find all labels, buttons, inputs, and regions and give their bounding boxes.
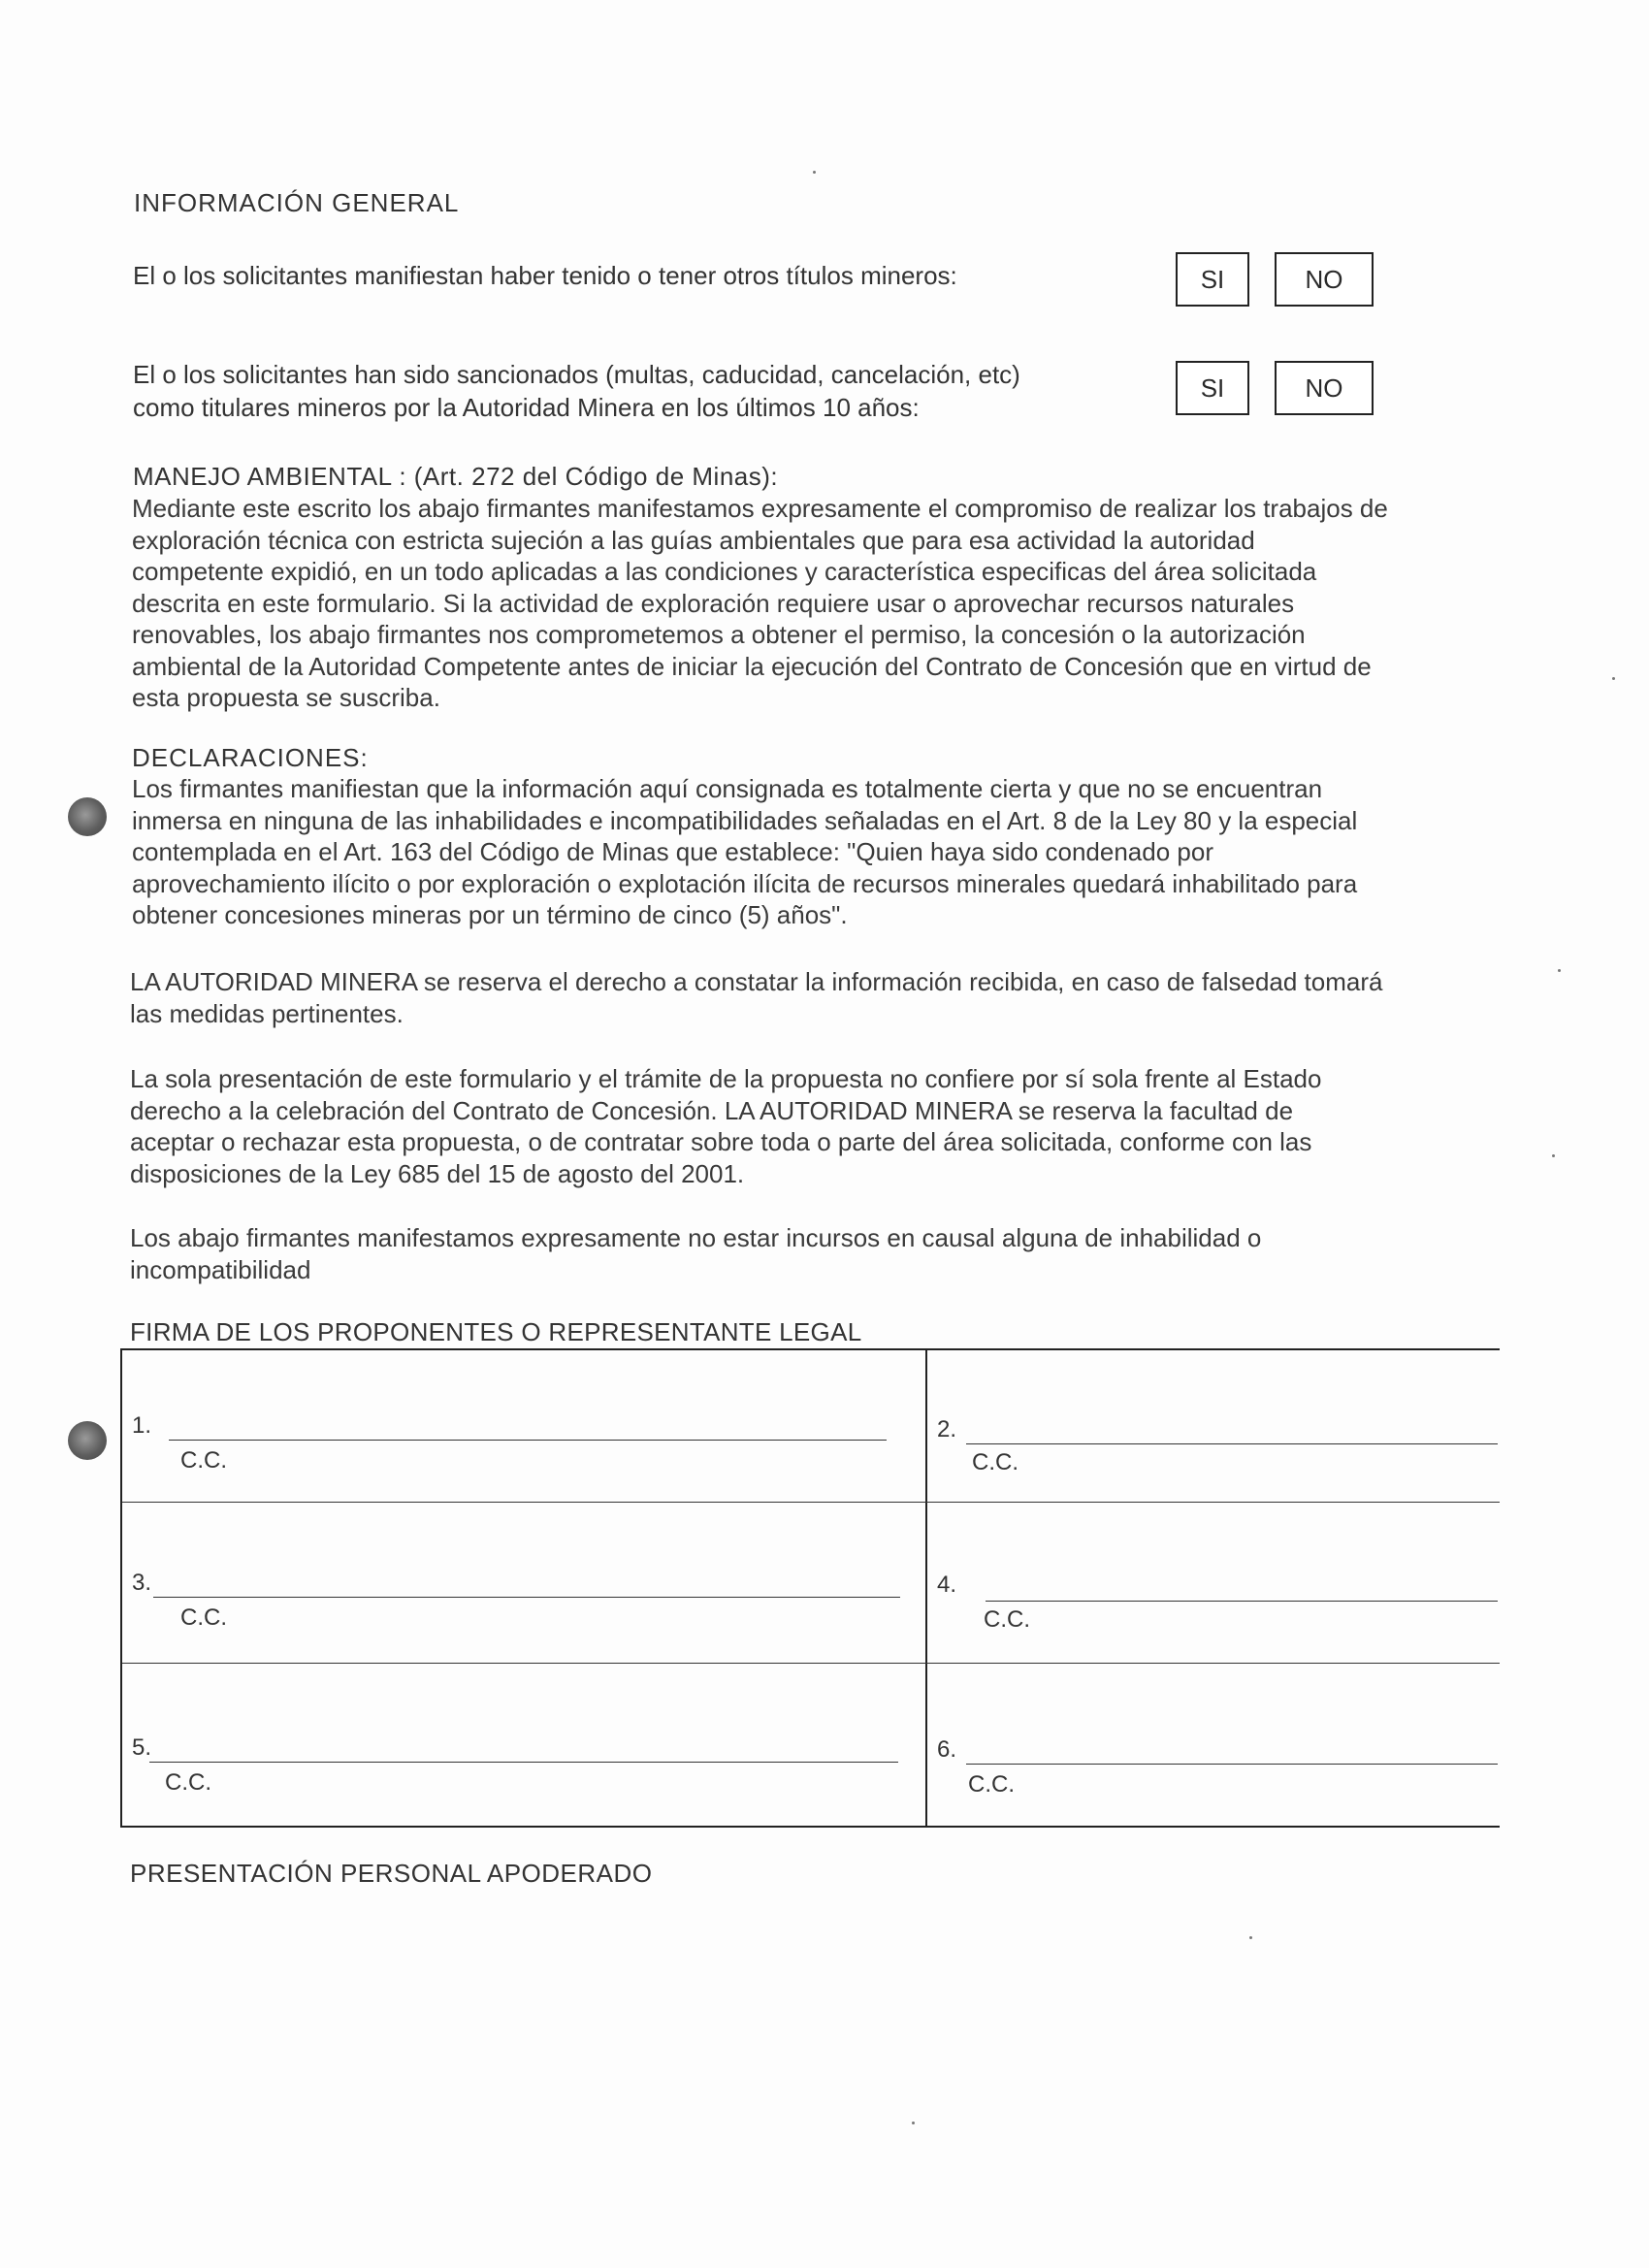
presentation-line: disposiciones de la Ley 685 del 15 de agosto del 2001. [130, 1158, 745, 1188]
scan-speck [1558, 969, 1561, 972]
signature-line-4[interactable] [986, 1601, 1498, 1602]
punch-hole-top [68, 797, 107, 836]
declarations-line: aprovechamiento ilícito o por exploración o explotación ilícita de recursos minerales quedará inhabilitado para [132, 868, 1358, 898]
cc-label: C.C. [180, 1604, 227, 1631]
presentation-line: La sola presentación de este formulario y el trámite de la propuesta no confiere por sí sola frente al Estado [130, 1064, 1322, 1093]
scan-speck [912, 2122, 915, 2124]
signature-line-6[interactable] [966, 1764, 1498, 1765]
q1-yes-box[interactable]: SI [1176, 252, 1249, 307]
authority-line: LA AUTORIDAD MINERA se reserva el derecho a constatar la información recibida, en caso de falsedad tomará [130, 967, 1383, 996]
question-sanctions-line1: El o los solicitantes han sido sancionados (multas, caducidad, cancelación, etc) [133, 360, 1020, 389]
environment-line: descrita en este formulario. Si la actividad de exploración requiere usar o aprovechar recursos naturales [132, 588, 1295, 618]
signature-slot-number: 3. [132, 1570, 152, 1596]
signature-slot-number: 1. [132, 1412, 152, 1439]
cc-label: C.C. [165, 1769, 211, 1796]
cc-label: C.C. [984, 1606, 1030, 1633]
authority-line: las medidas pertinentes. [130, 998, 404, 1028]
cc-label: C.C. [968, 1771, 1015, 1798]
signature-line-3[interactable] [153, 1597, 900, 1598]
presentation-line: aceptar o rechazar esta propuesta, o de contratar sobre toda o parte del área solicitada, conforme con las [130, 1127, 1312, 1156]
environment-line: Mediante este escrito los abajo firmantes manifestamos expresamente el compromiso de realizar los trabajos de [132, 494, 1388, 523]
scan-speck [813, 171, 816, 174]
environment-line: esta propuesta se suscriba. [132, 683, 440, 712]
environment-line: ambiental de la Autoridad Competente antes de iniciar la ejecución del Contrato de Concesión que en virtud de [132, 651, 1372, 681]
signature-slot-number: 5. [132, 1734, 152, 1761]
incompatibility-line: incompatibilidad [130, 1254, 311, 1284]
q1-no-box[interactable]: NO [1275, 252, 1374, 307]
signature-slot-number: 6. [937, 1736, 957, 1763]
signature-slot-number: 2. [937, 1416, 957, 1442]
environment-line: exploración técnica con estricta sujeción a las guías ambientales que para esa actividad la autoridad [132, 525, 1255, 555]
scan-speck [1552, 1154, 1555, 1157]
declarations-heading: DECLARACIONES: [132, 743, 369, 772]
declarations-line: contemplada en el Art. 163 del Código de Minas que establece: "Quien haya sido condenado por [132, 837, 1213, 866]
question-other-titles: El o los solicitantes manifiestan haber tenido o tener otros títulos mineros: [133, 261, 957, 290]
punch-hole-bottom [68, 1421, 107, 1460]
table-row-divider [122, 1502, 1500, 1503]
signatures-heading: FIRMA DE LOS PROPONENTES O REPRESENTANTE LEGAL [130, 1317, 862, 1346]
incompatibility-line: Los abajo firmantes manifestamos expresamente no estar incursos en causal alguna de inhabilidad o [130, 1223, 1262, 1252]
incompatibility-paragraph [130, 1222, 1502, 1285]
q2-yes-box[interactable]: SI [1176, 361, 1249, 415]
declarations-line: inmersa en ninguna de las inhabilidades e incompatibilidades señaladas en el Art. 8 de la Ley 80 y la especial [132, 805, 1358, 835]
authority-paragraph [130, 966, 1502, 1029]
table-row-divider [122, 1663, 1500, 1664]
table-divider [925, 1350, 927, 1826]
environment-heading: MANEJO AMBIENTAL : (Art. 272 del Código de Minas): [133, 462, 779, 491]
declarations-paragraph [132, 773, 1502, 931]
presentation-paragraph [130, 1063, 1502, 1189]
environment-line: competente expidió, en un todo aplicadas a las condiciones y característica especificas del área solicitada [132, 557, 1317, 586]
signature-line-2[interactable] [966, 1443, 1498, 1444]
declarations-line: Los firmantes manifiestan que la información aquí consignada es totalmente cierta y que no se encuentran [132, 774, 1323, 803]
presentation-line: derecho a la celebración del Contrato de Concesión. LA AUTORIDAD MINERA se reserva la facultad de [130, 1095, 1294, 1125]
cc-label: C.C. [180, 1447, 227, 1474]
signature-line-1[interactable] [169, 1440, 887, 1441]
footer-heading: PRESENTACIÓN PERSONAL APODERADO [130, 1859, 653, 1888]
declarations-line: obtener concesiones mineras por un término de cinco (5) años". [132, 900, 848, 929]
scan-speck [1249, 1936, 1252, 1939]
question-sanctions-line2: como titulares mineros por la Autoridad Minera en los últimos 10 años: [133, 393, 920, 422]
signature-table [120, 1348, 1500, 1828]
cc-label: C.C. [972, 1449, 1018, 1475]
signature-slot-number: 4. [937, 1571, 957, 1598]
environment-line: renovables, los abajo firmantes nos comprometemos a obtener el permiso, la concesión o la autorización [132, 620, 1306, 649]
q2-no-box[interactable]: NO [1275, 361, 1374, 415]
environment-paragraph [132, 493, 1502, 714]
signature-line-5[interactable] [149, 1762, 898, 1763]
general-heading: INFORMACIÓN GENERAL [134, 188, 460, 217]
scan-speck [1612, 677, 1615, 680]
